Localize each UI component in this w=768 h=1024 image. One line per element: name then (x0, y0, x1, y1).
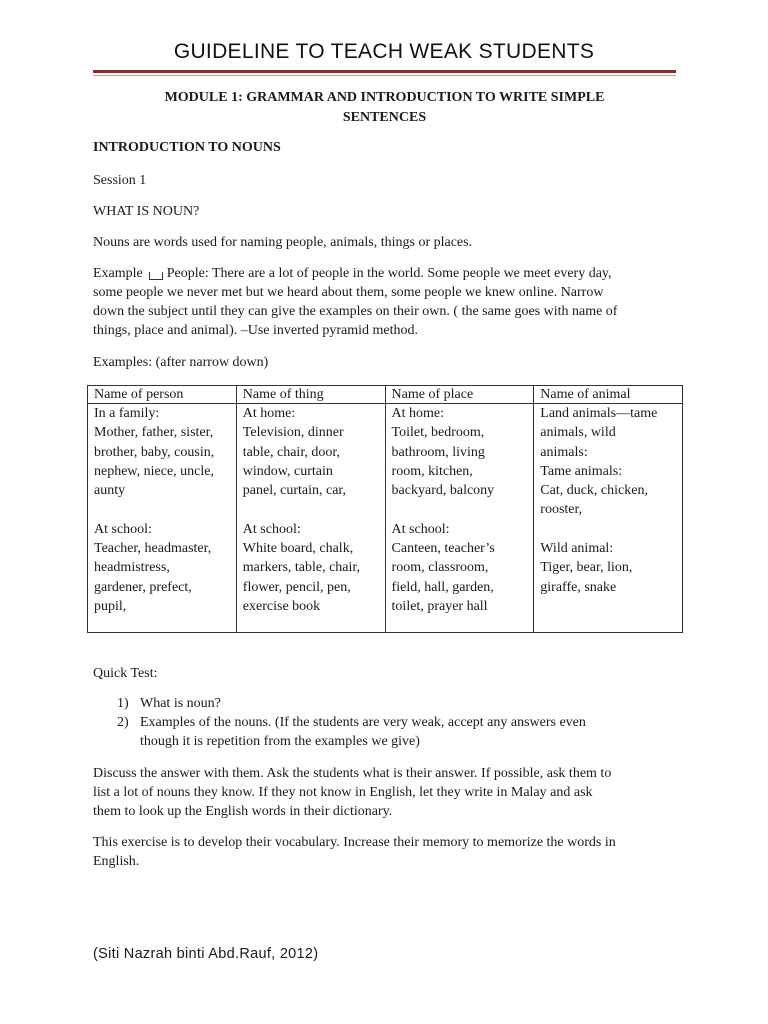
cell-line: Mother, father, sister, (94, 425, 214, 441)
cell-line: At home: (242, 406, 296, 421)
table-row (88, 404, 683, 633)
discuss-line-2: list a lot of nouns they know. If they not know in English, let they write in Malay and ask (93, 785, 593, 800)
list-item (93, 694, 653, 713)
cell-line: pupil, (94, 598, 127, 614)
list-number: 2) (117, 715, 129, 730)
cell-line: rooster, (540, 502, 583, 518)
module-heading-line-1: MODULE 1: GRAMMAR AND INTRODUCTION TO WRITE SIMPLE (164, 90, 605, 105)
cell-line: toilet, prayer hall (391, 598, 488, 614)
cell-line: At home: (391, 406, 445, 421)
table-cell-animal (534, 404, 683, 633)
bracket-icon (149, 272, 163, 280)
cell-line: headmistress, (94, 560, 170, 576)
list-item (93, 713, 653, 751)
discuss-line-3: them to look up the English words in their dictionary. (93, 804, 393, 819)
cell-line: In a family: (94, 406, 160, 421)
cell-line: field, hall, garden, (391, 579, 494, 595)
cell-line: Land animals—tame (540, 406, 658, 421)
table-cell-place (385, 404, 534, 633)
quick-test-list (93, 694, 653, 751)
cell-line: markers, table, chair, (242, 560, 361, 576)
column-header: Name of thing (236, 386, 385, 404)
column-header: Name of place (385, 386, 534, 404)
module-heading-line-2: SENTENCES (342, 110, 427, 125)
cell-line: table, chair, door, (242, 444, 341, 460)
cell-line: Wild animal: (540, 541, 614, 557)
cell-line: window, curtain (242, 463, 333, 479)
cell-line: flower, pencil, pen, (242, 579, 351, 595)
cell-line: brother, baby, cousin, (94, 444, 215, 460)
cell-line: aunty (94, 483, 126, 499)
footer-citation: (Siti Nazrah binti Abd.Rauf, 2012) (93, 946, 319, 962)
cell-line (94, 500, 230, 519)
title-divider-shadow (93, 75, 676, 76)
cell-line: Canteen, teacher’s (391, 541, 495, 557)
cell-line: Toilet, bedroom, (391, 425, 485, 441)
cell-line: At school: (391, 521, 450, 537)
session-label: Session 1 (93, 173, 147, 188)
cell-line: bathroom, living (391, 444, 485, 460)
exercise-paragraph (93, 833, 683, 871)
example-line-2: some people we never met but we heard about them, some people we knew online. Narrow (93, 285, 604, 300)
cell-line: backyard, balcony (391, 483, 495, 499)
cell-line: giraffe, snake (540, 579, 617, 595)
table-cell-thing (236, 404, 385, 633)
column-header: Name of person (88, 386, 237, 404)
cell-line (392, 500, 528, 519)
list-item-text: Examples of the nouns. (If the students are very weak, accept any answers even (140, 715, 586, 730)
section-heading: INTRODUCTION TO NOUNS (93, 140, 281, 155)
cell-line: animals, wild (540, 425, 616, 441)
exercise-line-1: This exercise is to develop their vocabulary. Increase their memory to memorize the words in (93, 835, 616, 850)
cell-line: At school: (94, 521, 152, 537)
examples-label: Examples: (after narrow down) (93, 355, 269, 370)
quick-test-label: Quick Test: (93, 666, 158, 681)
list-item-text-cont: though it is repetition from the examples we give) (140, 734, 420, 749)
cell-line: White board, chalk, (242, 541, 354, 557)
noun-definition: Nouns are words used for naming people, animals, things or places. (93, 235, 473, 250)
cell-line: animals: (540, 444, 588, 460)
cell-line: Tiger, bear, lion, (540, 560, 633, 576)
cell-line: Cat, duck, chicken, (540, 483, 648, 499)
discuss-line-1: Discuss the answer with them. Ask the students what is their answer. If possible, ask them to (93, 766, 612, 781)
cell-line: panel, curtain, car, (242, 483, 347, 499)
list-item-text: What is noun? (140, 696, 221, 711)
nouns-table (87, 385, 683, 633)
cell-line (540, 520, 676, 539)
cell-line: Television, dinner (242, 425, 344, 441)
title-divider (93, 70, 676, 73)
cell-line: Tame animals: (540, 463, 623, 479)
table-cell-person (88, 404, 237, 633)
example-line-4: things, place and animal). –Use inverted pyramid method. (93, 323, 419, 338)
example-paragraph (93, 264, 683, 340)
question-heading: WHAT IS NOUN? (93, 204, 200, 219)
example-line-3: down the subject until they can give the examples on their own. ( the same goes with name of (93, 304, 618, 319)
cell-line: gardener, prefect, (94, 579, 192, 595)
list-number: 1) (117, 696, 129, 711)
discuss-paragraph (93, 764, 683, 821)
page-title: GUIDELINE TO TEACH WEAK STUDENTS (173, 40, 595, 63)
cell-line: At school: (242, 521, 301, 537)
table-header-row (88, 386, 683, 404)
cell-line: room, kitchen, (391, 463, 473, 479)
module-heading (93, 88, 676, 128)
cell-line: nephew, niece, uncle, (94, 463, 214, 479)
cell-line (243, 500, 379, 519)
cell-line: room, classroom, (391, 560, 489, 576)
cell-line: Teacher, headmaster, (94, 541, 212, 557)
column-header: Name of animal (534, 386, 683, 404)
cell-line: exercise book (242, 598, 321, 614)
exercise-line-2: English. (93, 854, 140, 869)
example-line-1: People: There are a lot of people in the world. Some people we meet every day, (166, 266, 612, 281)
example-label: Example (93, 266, 143, 281)
